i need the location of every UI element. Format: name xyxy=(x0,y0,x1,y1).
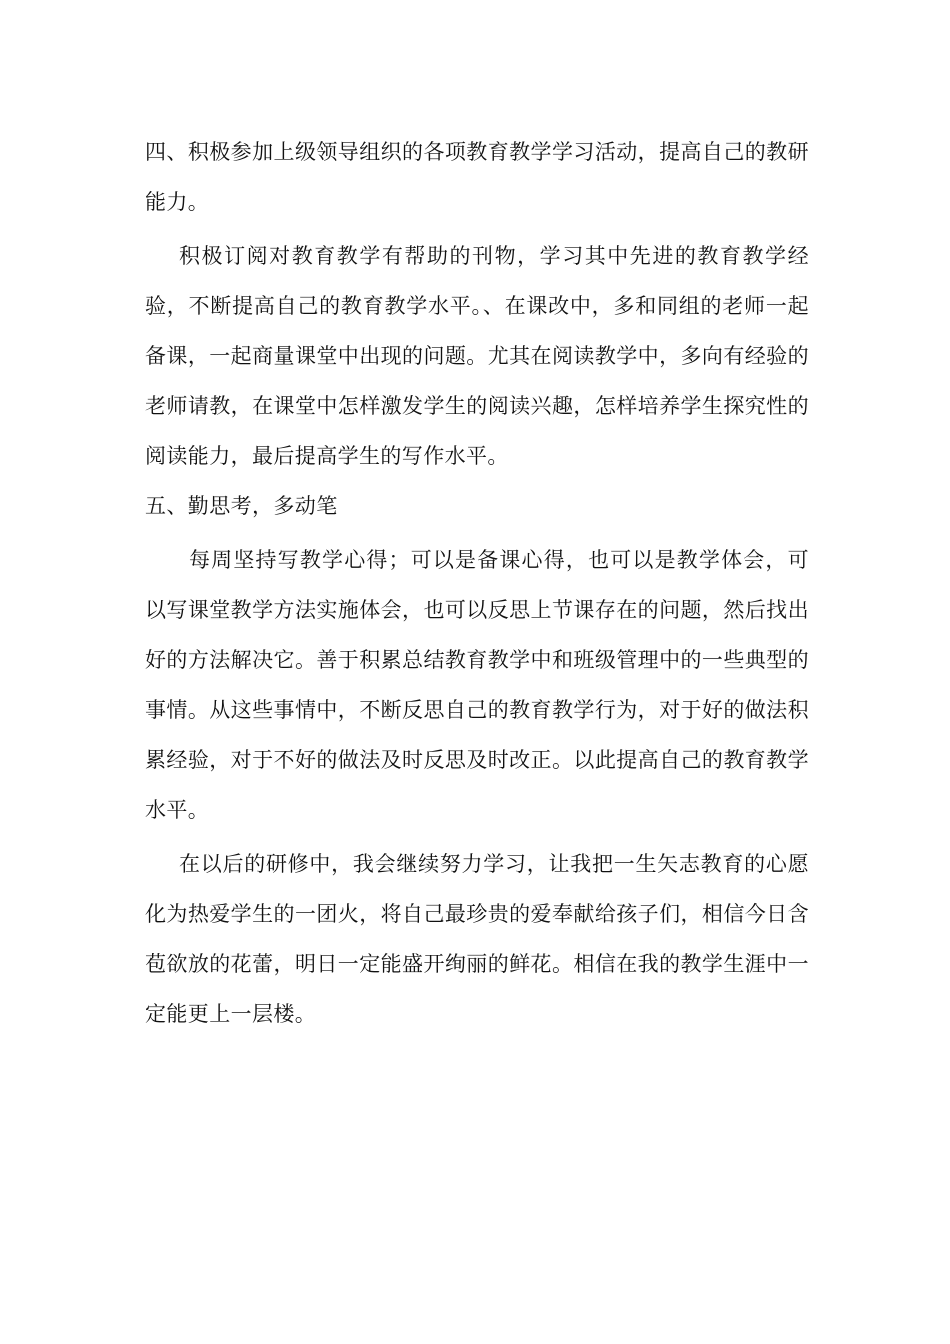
document-body xyxy=(145,127,809,1039)
closing-paragraph: 在以后的研修中，我会继续努力学习，让我把一生矢志教育的心愿化为热爱学生的一团火，将自己最珍贵的爱奉献给孩子们，相信今日含苞欲放的花蕾，明日一定能盛开绚丽的鲜花。相信在我的教学生涯中一定能更上一层楼。 xyxy=(145,852,809,1026)
section-five-body: 每周坚持写教学心得；可以是备课心得，也可以是教学体会，可以写课堂教学方法实施体会，也可以反思上节课存在的问题，然后找出好的方法解决它。善于积累总结教育教学中和班级管理中的一些典型的事情。从这些事情中，不断反思自己的教育教学行为，对于好的做法积累经验，对于不好的做法及时反思及时改正。以此提高自己的教育教学水平。 xyxy=(145,548,809,822)
section-four-heading: 四、积极参加上级领导组织的各项教育教学学习活动，提高自己的教研能力。 xyxy=(145,140,809,214)
section-five-heading: 五、勤思考，多动笔 xyxy=(145,494,338,518)
section-four-body: 积极订阅对教育教学有帮助的刊物，学习其中先进的教育教学经验，不断提高自己的教育教学水平。、在课改中，多和同组的老师一起备课，一起商量课堂中出现的问题。尤其在阅读教学中，多向有经验的老师请教，在课堂中怎样激发学生的阅读兴趣，怎样培养学生探究性的阅读能力，最后提高学生的写作水平。 xyxy=(145,244,809,468)
